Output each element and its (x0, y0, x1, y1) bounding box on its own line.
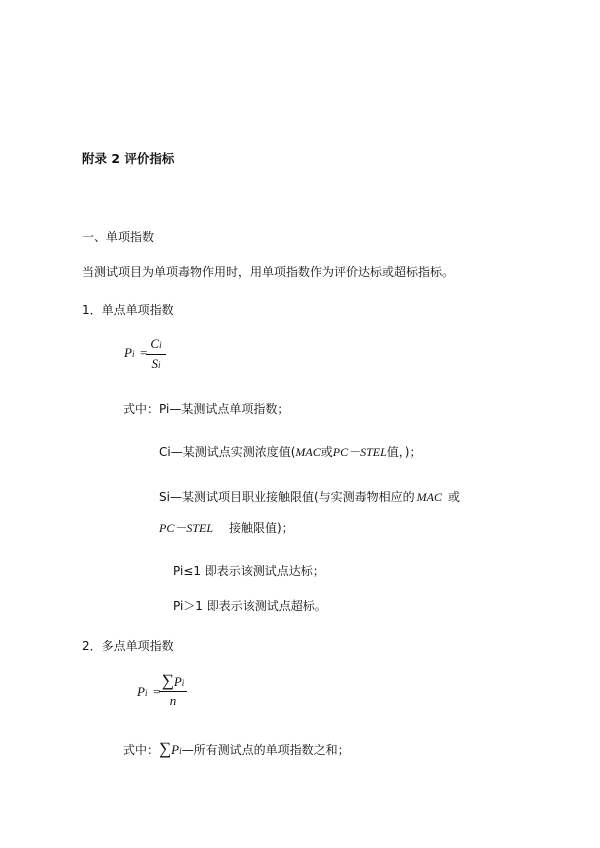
ci-def-suffix: 值，)； (386, 445, 422, 459)
formula2-lhs: P (137, 684, 145, 699)
fraction-bar (159, 691, 187, 692)
sum-term-sub: i (179, 746, 182, 756)
pi-definition: Pi—某测试点单项指数； (159, 402, 290, 416)
pass-rule: Pi≤1 即表示该测试点达标； (173, 564, 325, 578)
sum-term: P (171, 742, 180, 757)
where-label-text: 式中： (123, 402, 160, 416)
formula2-denominator: n (169, 693, 177, 708)
section-heading-single-index: 一、单项指数 (82, 230, 155, 244)
formula2-numerator: P (173, 674, 182, 689)
si-definition-line1 (159, 489, 460, 505)
formula1-equals: = (140, 345, 148, 360)
sum-def-text: —所有测试点的单项指数之和； (181, 743, 350, 757)
fail-rule: Pi＞1 即表示该测试点超标。 (173, 599, 327, 613)
formula2-lhs-sub: i (144, 688, 148, 698)
sum-symbol: ∑ (159, 739, 172, 758)
ci-definition (159, 444, 421, 460)
formula1-denominator: S (151, 356, 158, 371)
sum-definition (123, 741, 350, 759)
item2-heading: 2．多点单项指数 (82, 639, 174, 653)
ci-pc-stel: PC－STEL (332, 445, 387, 459)
item1-heading: 1．单点单项指数 (82, 303, 174, 317)
formula2-equals: = (153, 684, 161, 699)
formula1-numerator-sub: i (159, 340, 162, 350)
formula1-lhs: P (124, 345, 132, 360)
formula1-numerator: C (150, 336, 160, 351)
formula2-sum-symbol: ∑ (161, 671, 174, 690)
where-label-1 (123, 401, 289, 417)
ci-mac: MAC (295, 445, 321, 459)
where-label-2: 式中： (123, 743, 160, 757)
fraction-bar (146, 354, 166, 355)
formula1-denominator-sub: i (157, 360, 161, 370)
ci-def-prefix: Ci—某测试点实测浓度值( (159, 445, 296, 459)
section-intro-paragraph: 当测试项目为单项毒物作用时，用单项指数作为评价达标或超标指标。 (82, 265, 455, 279)
si-mac: MAC (416, 490, 442, 504)
si-pc-stel: PC－STEL (159, 521, 214, 535)
appendix-title: 附录 2 评价指标 (82, 151, 175, 166)
formula1-lhs-sub: i (131, 349, 135, 359)
si-def-suffix: 接触限值)； (229, 521, 294, 535)
formula2-numerator-sub: i (181, 678, 185, 688)
ci-or: 或 (320, 445, 333, 459)
si-definition-line2 (159, 520, 294, 536)
si-def-prefix: Si—某测试项目职业接触限值(与实测毒物相应的 (159, 490, 415, 504)
si-or: 或 (447, 490, 460, 504)
formula2-fraction (159, 672, 187, 710)
formula1-fraction (146, 336, 166, 372)
